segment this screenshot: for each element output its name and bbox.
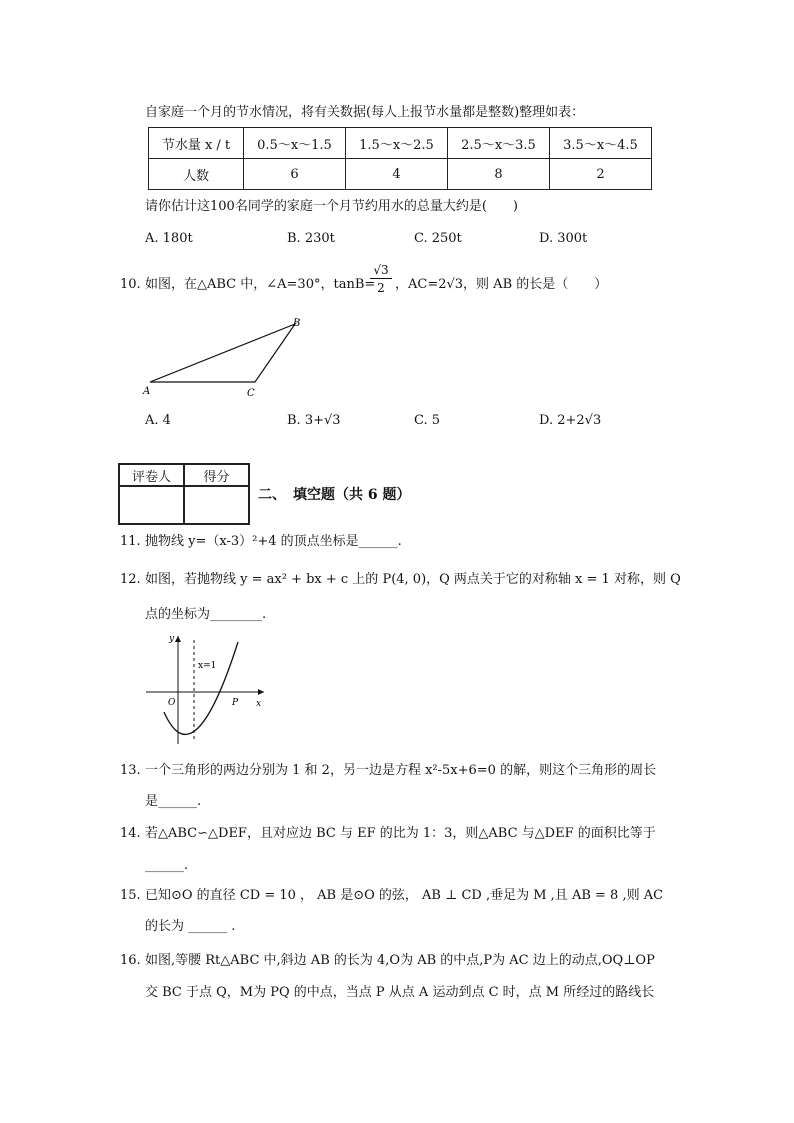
fraction-numerator: √3 — [370, 263, 392, 279]
q12-number: 12. — [120, 572, 141, 587]
triangle-abc — [150, 324, 295, 382]
table-row — [149, 128, 652, 159]
q13-number: 13. — [120, 763, 141, 778]
q9-option-d: D. 300t — [539, 231, 588, 246]
table-header-cell: 3.5～x～4.5 — [549, 128, 651, 159]
q10-option-d: D. 2+2√3 — [539, 413, 602, 428]
section-heading: 二、 填空题（共 6 题） — [258, 487, 411, 503]
table-cell: 2 — [549, 159, 651, 190]
y-axis-arrow — [175, 636, 181, 642]
q11-number: 11. — [120, 534, 141, 549]
x-axis-label: x — [256, 699, 262, 709]
q11-text: 抛物线 y=（x-3）²+4 的顶点坐标是______. — [145, 534, 402, 549]
table-cell: 6 — [243, 159, 345, 190]
score-box-score-label: 得分 — [184, 464, 249, 486]
q10-option-b: B. 3+√3 — [287, 413, 341, 428]
table-row — [149, 159, 652, 190]
q10-number: 10. — [120, 277, 141, 292]
q13-line1: 一个三角形的两边分别为 1 和 2，另一边是方程 x²-5x+6=0 的解，则这个三角形的周长 — [145, 763, 657, 778]
vertex-label-b: B — [293, 318, 301, 329]
triangle-abc-figure — [140, 314, 310, 402]
score-box-grader-label: 评卷人 — [119, 464, 184, 486]
parabola-graph — [140, 630, 272, 750]
q14-number: 14. — [120, 826, 141, 841]
q14-line2: ______. — [145, 858, 189, 873]
q16-number: 16. — [120, 953, 141, 968]
symmetry-axis-label: x=1 — [198, 661, 217, 671]
score-box-grader-cell — [119, 486, 184, 524]
q10-text-a: 如图，在△ABC 中，∠A=30°，tanB= — [145, 277, 376, 292]
x-axis-arrow — [258, 689, 264, 695]
table-header-cell: 2.5～x～3.5 — [447, 128, 549, 159]
q16-line2: 交 BC 于点 Q，M为 PQ 的中点，当点 P 从点 A 运动到点 C 时，点 M 所经过的路线长 — [145, 985, 655, 1000]
q9-option-b: B. 230t — [287, 231, 335, 246]
table-cell: 4 — [345, 159, 447, 190]
q13-line2: 是______. — [145, 794, 202, 809]
score-box-score-cell — [184, 486, 249, 524]
water-saving-table — [148, 127, 652, 190]
q9-option-a: A. 180t — [145, 231, 193, 246]
fraction-denominator: 2 — [377, 281, 385, 295]
q15-line1: 已知⊙O 的直径 CD = 10 ， AB 是⊙O 的弦， AB ⊥ CD ,垂足为 M ,且 AB = 8 ,则 AC — [145, 888, 664, 903]
q9-question: 请你估计这100名同学的家庭一个月节约用水的总量大约是( ) — [145, 199, 518, 214]
score-box — [118, 463, 250, 525]
q15-number: 15. — [120, 888, 141, 903]
table-cell: 8 — [447, 159, 549, 190]
q15-line2: 的长为 ______ . — [145, 919, 236, 934]
point-p-label: P — [232, 698, 239, 708]
table-header-cell: 节水量 x / t — [149, 128, 244, 159]
q12-line2: 点的坐标为________. — [145, 607, 267, 622]
parabola-curve — [164, 642, 238, 734]
table-header-cell: 1.5～x～2.5 — [345, 128, 447, 159]
table-cell: 人数 — [149, 159, 244, 190]
q12-line1: 如图，若抛物线 y = ax² + bx + c 上的 P(4, 0)，Q 两点关于它的对称轴 x = 1 对称，则 Q — [145, 572, 681, 587]
vertex-label-c: C — [247, 388, 255, 399]
q16-line1: 如图,等腰 Rt△ABC 中,斜边 AB 的长为 4,O为 AB 的中点,P为 AC 边上的动点,OQ⊥OP — [145, 953, 655, 968]
table-header-cell: 0.5～x～1.5 — [243, 128, 345, 159]
q14-line1: 若△ABC∽△DEF，且对应边 BC 与 EF 的比为 1：3，则△ABC 与△DEF 的面积比等于 — [145, 826, 656, 841]
q10-fraction — [370, 263, 392, 295]
q10-option-a: A. 4 — [145, 413, 171, 428]
q9-intro: 自家庭一个月的节水情况，将有关数据(每人上报节水量都是整数)整理如表： — [145, 105, 585, 120]
q10-text-b: ，AC=2√3，则 AB 的长是（ ） — [395, 277, 608, 292]
q9-option-c: C. 250t — [414, 231, 462, 246]
vertex-label-a: A — [143, 386, 151, 397]
y-axis-label: y — [169, 634, 175, 644]
origin-label: O — [168, 698, 176, 708]
q10-option-c: C. 5 — [414, 413, 441, 428]
